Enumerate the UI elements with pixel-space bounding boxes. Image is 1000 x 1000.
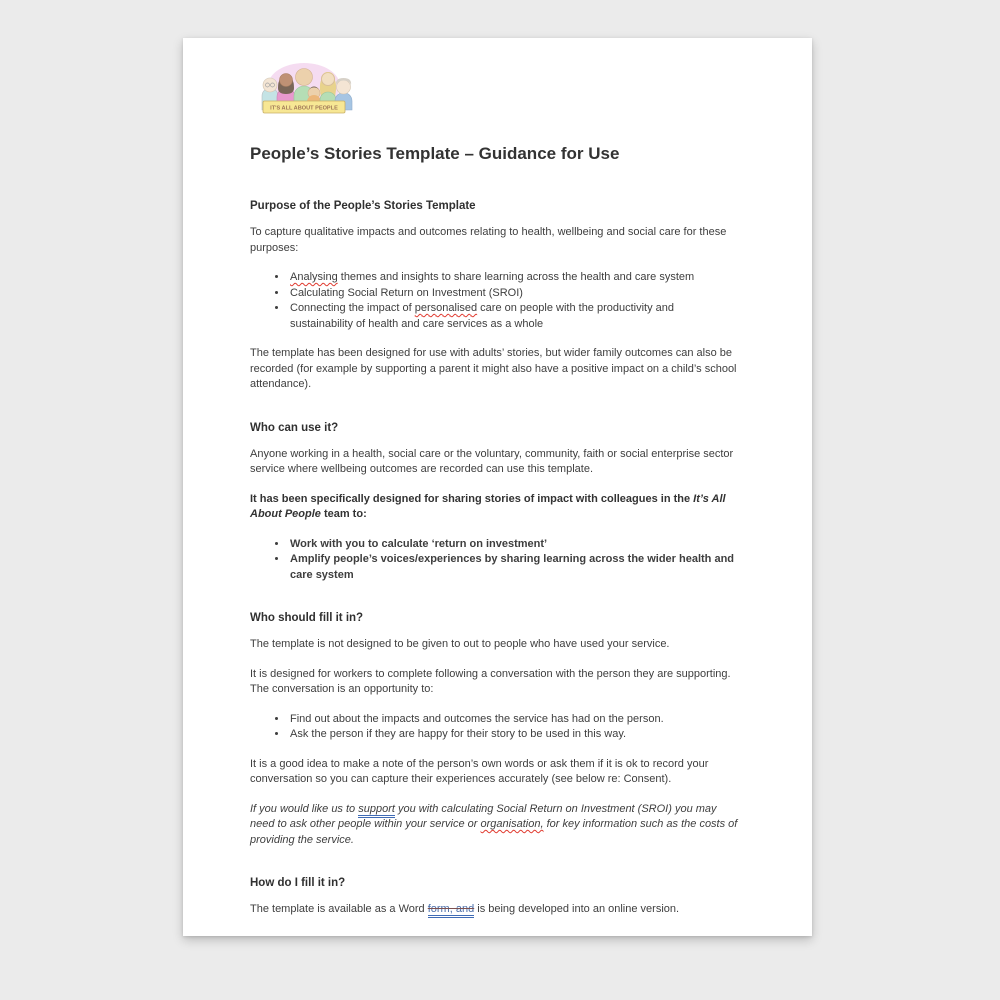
document-page (183, 38, 812, 936)
purpose-bullet-connecting (288, 301, 740, 332)
how-fill-post: is being developed into an online version. (474, 903, 680, 915)
heading-who-should-fill: Who should fill it in? (250, 612, 364, 624)
purpose-bullet-analysing (288, 270, 740, 286)
who-can-use-paragraph: Anyone working in a health, social care or the voluntary, community, faith or social enterprise sector service where wellbeing outcomes are recorded can use this template. (250, 447, 734, 475)
designed-paragraph-post: team to: (320, 508, 367, 520)
misspelled-word-analysing: Analysing (290, 271, 338, 283)
logo-banner-text: IT'S ALL ABOUT PEOPLE (270, 105, 338, 112)
who-should-fill-p3: It is a good idea to make a note of the person’s own words or ask them if it is ok to record your conversation so you can capture their experiences accurately (see below re: Consent). (250, 757, 709, 785)
conversation-bullet-happy: • Ask the person if they are happy for their story to be used in this way. (288, 727, 740, 743)
who-can-use-designed-paragraph (250, 492, 740, 523)
document-title: People’s Stories Template – Guidance for Use (250, 144, 620, 163)
misspelled-word-personalised: personalised (414, 302, 478, 314)
heading-how-fill: How do I fill it in? (250, 877, 346, 889)
who-can-use-bullet-roi: • Work with you to calculate ‘return on investment’ (288, 537, 740, 553)
purpose-bullet-connecting-pre: Connecting the impact of (290, 302, 415, 314)
purpose-bullet-connecting-rest: care on people with the productivity and sustainability of health and care services as a whole (290, 302, 675, 330)
purpose-bullet-sroi: • Calculating Social Return on Investment (SROI) (288, 286, 740, 302)
how-fill-paragraph (250, 902, 740, 918)
sroi-paragraph-pre: If you would like us to (250, 802, 359, 815)
designed-paragraph-pre: It has been specifically designed for sharing stories of impact with colleagues in the (250, 492, 694, 505)
conversation-bullet-impacts: • Find out about the impacts and outcomes the service has had on the person. (288, 712, 740, 728)
sroi-paragraph-mid: you with calculating Social Return on Investment (SROI) you may need to ask other people within your service or (250, 802, 717, 830)
who-should-fill-bullet-list (250, 712, 740, 743)
heading-purpose: Purpose of the People’s Stories Template (250, 200, 476, 212)
purpose-bullet-list (250, 270, 740, 332)
sroi-paragraph-post: for key information such as the costs of providing the service. (250, 818, 738, 846)
heading-who-can-use: Who can use it? (250, 421, 339, 434)
purpose-bullet-analysing-text: themes and insights to share learning across the health and care system (337, 271, 695, 283)
logo-illustration (250, 60, 358, 116)
team-name-italic: It’s All About People (250, 492, 726, 520)
purpose-intro-paragraph: To capture qualitative impacts and outcomes relating to health, wellbeing and social care for these purposes: (250, 226, 727, 254)
tracked-insert-support: support (358, 803, 395, 818)
purpose-outro-paragraph: The template has been designed for use with adults’ stories, but wider family outcomes can also be recorded (for example by supporting a parent it might also have a positive impact on a child’s school attendance). (250, 347, 737, 390)
who-can-use-bullet-amplify: • Amplify people’s voices/experiences by sharing learning across the wider health and care system (288, 552, 740, 583)
who-should-fill-p1: The template is not designed to be given to out to people who have used your service. (250, 638, 670, 650)
who-can-use-bullet-list (250, 537, 740, 584)
sroi-support-paragraph (250, 802, 740, 849)
misspelled-word-organisation: organisation, (480, 818, 544, 830)
tracked-delete-form-and: form, and (428, 903, 474, 918)
its-all-about-people-logo (250, 60, 358, 116)
how-fill-pre: The template is available as a Word (250, 903, 428, 915)
who-should-fill-p2: It is designed for workers to complete following a conversation with the person they are supporting. The conversation is an opportunity to: (250, 667, 731, 695)
